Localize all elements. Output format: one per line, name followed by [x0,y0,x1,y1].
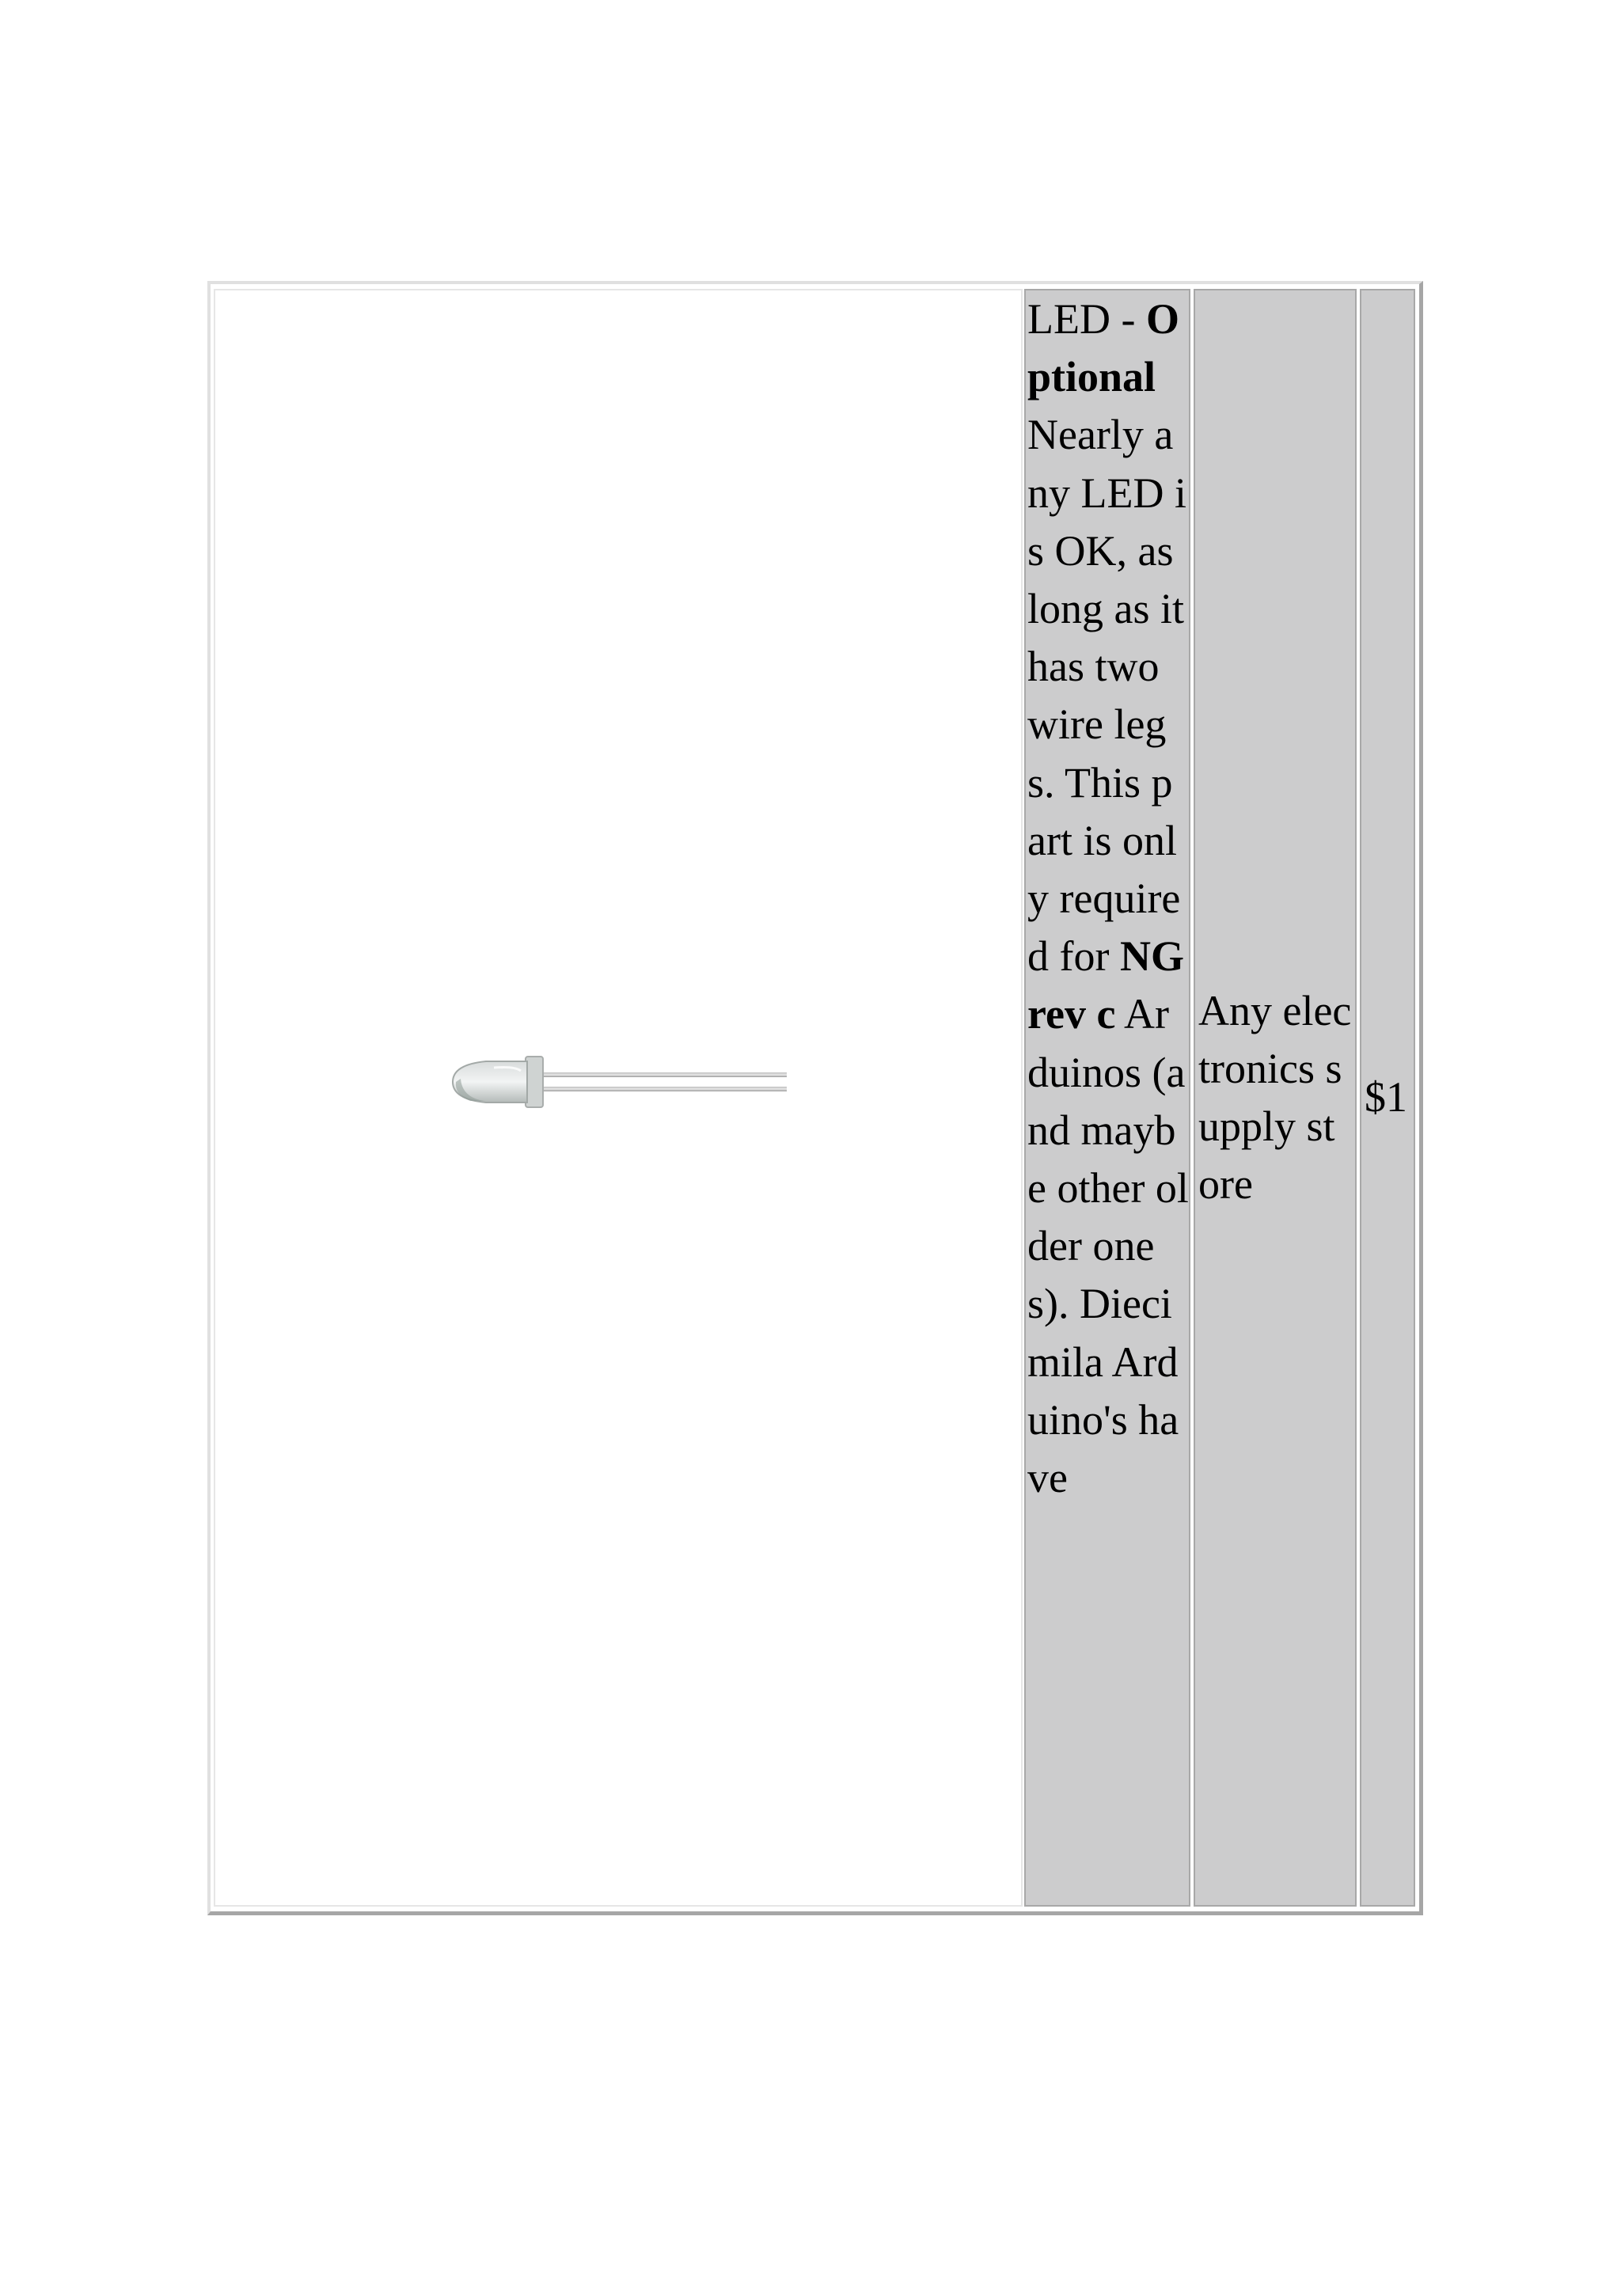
description-bold: NG rev c [1027,932,1184,1038]
part-description-cell [1024,289,1190,1907]
part-price-cell [1360,289,1415,1907]
parts-table [207,281,1423,1915]
part-price: $1 [1365,1073,1407,1121]
description-tail: Arduinos (and maybe other older ones). Diecimila Arduino's have [1027,990,1189,1502]
part-name: LED [1027,295,1110,343]
part-source-cell [1194,289,1357,1907]
part-source: Any electronics supply store [1198,986,1352,1209]
description-intro: Nearly any LED is OK, as long as it has two wire legs. This part is only required for [1027,411,1186,981]
optional-label: Optional [1027,295,1179,401]
part-image-cell [214,289,1023,1907]
part-description: LED - Optional Nearly any LED is OK, as long as it has two wire legs. This part is only required for NG rev c Arduinos (and maybe other older ones). Diecimila Arduino's have [1027,295,1189,1502]
led-component-icon [438,1034,803,1129]
